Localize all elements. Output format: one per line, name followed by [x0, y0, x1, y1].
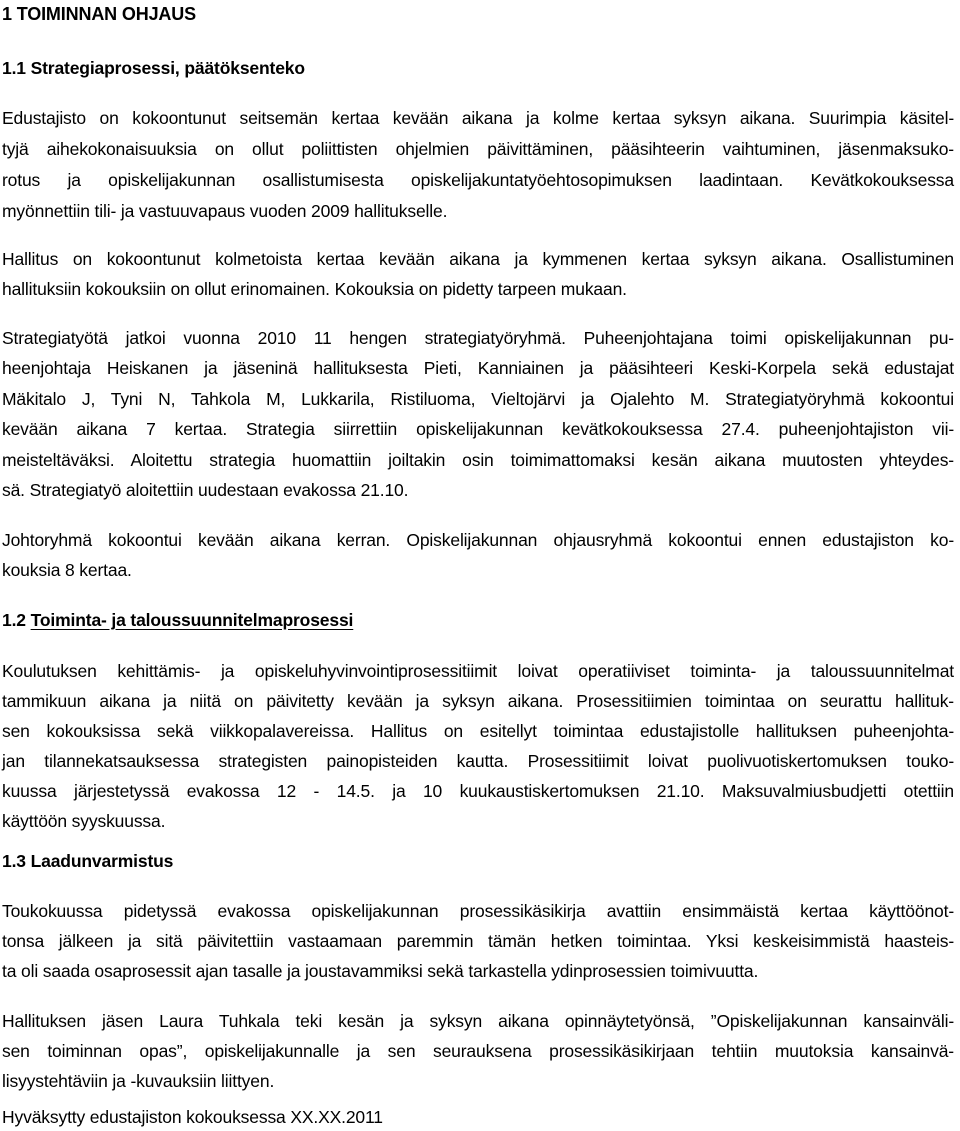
paragraph-line: Strategiatyötä jatkoi vuonna 2010 11 hengen strategiatyöryhmä. Puheenjohtajana toimi opiskelijakunnan pu- [2, 328, 954, 348]
paragraph-line: Mäkitalo J, Tyni N, Tahkola M, Lukkarila, Ristiluoma, Vieltojärvi ja Ojalehto M. Strategiatyöryhmä kokoontui [2, 389, 954, 409]
paragraph-line: sen kokouksissa sekä viikkopalavereissa. Hallitus on esitellyt toimintaa edustajistolle hallituksen puheenjohta- [2, 721, 954, 741]
paragraph-line: hallituksiin kokouksiin on ollut erinomainen. Kokouksia on pidetty tarpeen mukaan. [2, 279, 627, 299]
section-number: 1.2 [2, 610, 26, 630]
paragraph-line: kouksia 8 kertaa. [2, 560, 132, 580]
paragraph-line: ta oli saada osaprosessit ajan tasalle ja joustavammiksi sekä tarkastella ydinprosessien toimivuutta. [2, 961, 759, 981]
paragraph-line: tammikuun aikana ja niitä on päivitetty kevään ja syksyn aikana. Prosessitiimien toimintaa on seurattu hallituk- [2, 691, 954, 711]
heading-toiminta-ja-taloussuunnitelmaprosessi [2, 608, 353, 632]
paragraph-line: Hallitus on kokoontunut kolmetoista kertaa kevään aikana ja kymmenen kertaa syksyn aikana. Osallistuminen [2, 249, 954, 269]
paragraph-line: heenjohtaja Heiskanen ja jäseninä hallituksesta Pieti, Kanniainen ja pääsihteeri Keski-Korpela sekä edustajat [2, 358, 954, 378]
paragraph-line: kevään aikana 7 kertaa. Strategia siirrettiin opiskelijakunnan kevätkokouksessa 27.4. puheenjohtajiston vii- [2, 419, 954, 439]
paragraph-line: tyjä aihekokonaisuuksia on ollut poliittisten ohjelmien päivittäminen, pääsihteerin vaihtuminen, jäsenmaksuko- [2, 139, 954, 159]
paragraph-line: sen toiminnan opas”, opiskelijakunnalle ja sen seurauksena prosessikäsikirjaan tehtiin muutoksia kansainvä- [2, 1041, 954, 1061]
paragraph-line: käyttöön syyskuussa. [2, 811, 166, 831]
paragraph-line: Johtoryhmä kokoontui kevään aikana kerran. Opiskelijakunnan ohjausryhmä kokoontui ennen edustajiston ko- [2, 530, 954, 550]
paragraph-line: tonsa jälkeen ja sitä päivitettiin vastaamaan paremmin tämän hetken toimintaa. Yksi keskeisimmistä haasteis- [2, 931, 954, 951]
paragraph-line: meisteltäväksi. Aloitettu strategia huomattiin joiltakin osin toimimattomaksi kesän aikana muutosten yhteydes- [2, 450, 954, 470]
paragraph-line: myönnettiin tili- ja vastuuvapaus vuoden 2009 hallitukselle. [2, 201, 448, 221]
paragraph-line: Toukokuussa pidetyssä evakossa opiskelijakunnan prosessikäsikirja avattiin ensimmäistä kertaa käyttöönot- [2, 901, 954, 921]
paragraph-line: lisyystehtäviin ja -kuvauksiin liittyen. [2, 1071, 275, 1091]
paragraph-line: Edustajisto on kokoontunut seitsemän kertaa kevään aikana ja kolme kertaa syksyn aikana. Suurimpia käsitel- [2, 108, 954, 128]
paragraph-line: sä. Strategiatyö aloitettiin uudestaan evakossa 21.10. [2, 480, 409, 500]
paragraph-line: kuussa järjestetyssä evakossa 12 - 14.5. ja 10 kuukaustiskertomuksen 21.10. Maksuvalmiusbudjetti otettiin [2, 781, 954, 801]
heading-strategiaprosessi: 1.1 Strategiaprosessi, päätöksenteko [2, 58, 305, 78]
paragraph-line: rotus ja opiskelijakunnan osallistumisesta opiskelijakuntatyöehtosopimuksen laadintaan. Kevätkokouksessa [2, 170, 954, 190]
paragraph-line: jan tilannekatsauksessa strategisten painopisteiden kautta. Prosessitiimit loivat puolivuotiskertomuksen touko- [2, 751, 954, 771]
paragraph-line: Koulutuksen kehittämis- ja opiskeluhyvinvointiprosessitiimit loivat operatiiviset toiminta- ja taloussuunnitelmat [2, 661, 954, 681]
paragraph-line: Hallituksen jäsen Laura Tuhkala teki kesän ja syksyn aikana opinnäytetyönsä, ”Opiskelijakunnan kansainväli- [2, 1011, 954, 1031]
heading-toiminnan-ohjaus: 1 TOIMINNAN OHJAUS [2, 4, 196, 24]
heading-laadunvarmistus: 1.3 Laadunvarmistus [2, 851, 174, 871]
section-title: Toiminta- ja taloussuunnitelmaprosessi [30, 610, 354, 630]
approval-note: Hyväksytty edustajiston kokouksessa XX.XX.2011 [2, 1107, 383, 1127]
